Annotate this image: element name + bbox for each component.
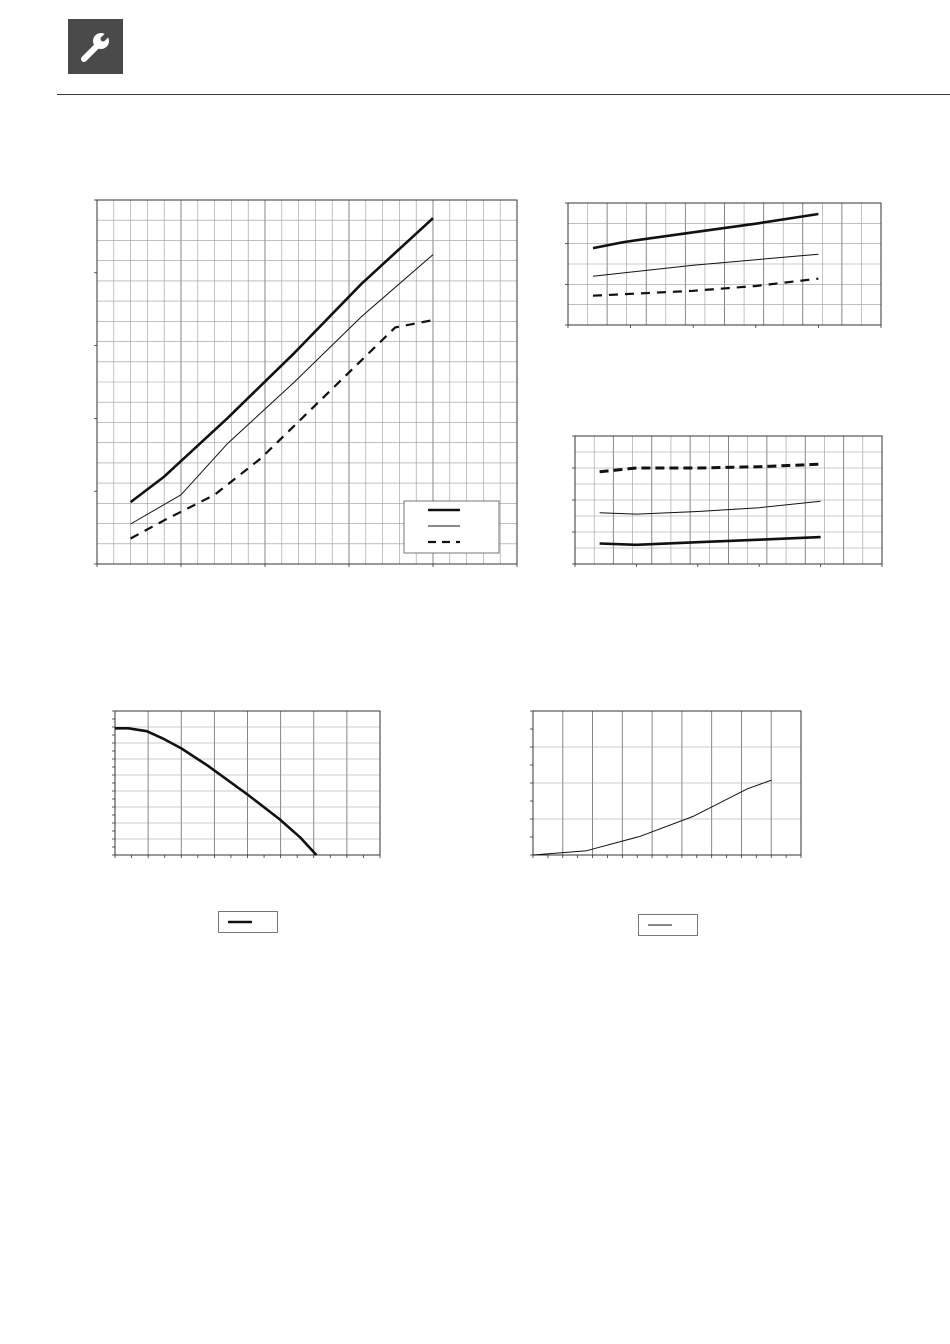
middle-right-line-chart (575, 436, 882, 564)
bottom-left-legend (218, 911, 278, 933)
grid (115, 711, 380, 855)
main-line-chart (97, 200, 517, 564)
grid (568, 203, 881, 325)
wrench-icon (68, 19, 123, 74)
bottom-left-line-chart (115, 711, 380, 855)
grid (533, 711, 801, 855)
upper-right-line-chart (568, 203, 881, 325)
bottom-right-line-chart (533, 711, 801, 855)
axis-ticks (565, 203, 881, 328)
bottom-right-legend (638, 914, 698, 936)
legend (404, 501, 499, 553)
axis-ticks (572, 436, 882, 567)
header-divider (57, 94, 950, 95)
series-line-1 (115, 728, 316, 855)
